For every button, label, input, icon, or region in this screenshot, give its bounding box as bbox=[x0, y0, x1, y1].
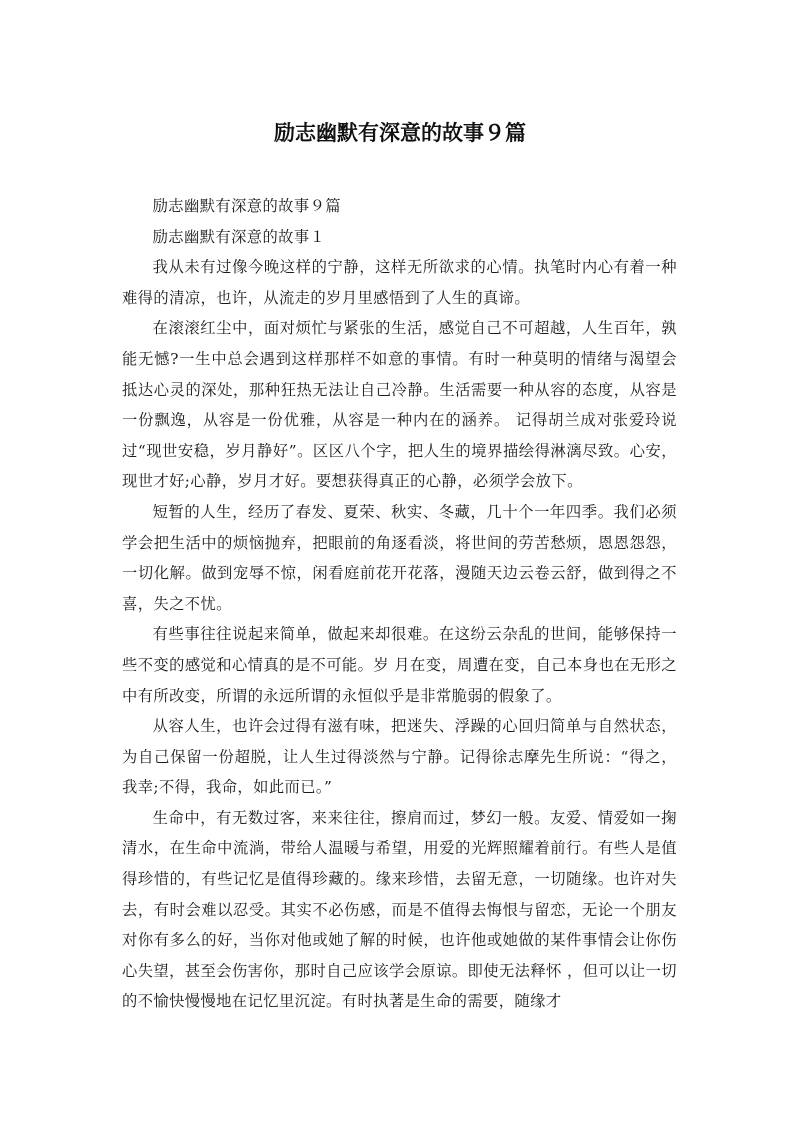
paragraph: 短暂的人生，经历了春发、夏荣、秋实、冬藏，几十个一年四季。我们必须学会把生活中的烦恼抛弃，把眼前的角逐看淡，将世间的劳苦愁烦，恩恩怨怨，一切化解。做到宠辱不惊，闲看庭前花开花落，漫随天边云卷云舒，做到得之不喜，失之不忧。 bbox=[122, 502, 677, 613]
story-heading: 励志幽默有深意的故事１ bbox=[152, 227, 326, 246]
document-title: 励志幽默有深意的故事９篇 bbox=[274, 121, 526, 145]
document-body bbox=[122, 191, 677, 1017]
paragraph: 从容人生，也许会过得有滋有味，把迷失、浮躁的心回归简单与自然状态，为自己保留一份超脱，让人生过得淡然与宁静。记得徐志摩先生所说：“得之，我幸;不得，我命，如此而已。” bbox=[122, 717, 677, 797]
paragraph: 生命中，有无数过客，来来往往，擦肩而过，梦幻一般。友爱、情爱如一掬清水，在生命中流淌，带给人温暖与希望，用爱的光辉照耀着前行。有些人是值得珍惜的，有些记忆是值得珍藏的。缘来珍惜，去留无意，一切随缘。也许对失去，有时会难以忍受。其实不必伤感，而是不值得去悔恨与留恋，无论一个朋友对你有多么的好，当你对他或她了解的时候，也许他或她做的某件事情会让你伤心失望，甚至会伤害你，那时自己应该学会原谅。即使无法释怀 ，但可以让一切的不愉快慢慢地在记忆里沉淀。有时执著是生命的需要，随缘才 bbox=[122, 808, 677, 1011]
document-subtitle: 励志幽默有深意的故事９篇 bbox=[152, 197, 341, 215]
paragraph: 我从未有过像今晚这样的宁静，这样无所欲求的心情。执笔时内心有着一种难得的清凉，也许，从流走的岁月里感悟到了人生的真谛。 bbox=[122, 258, 677, 307]
paragraph: 在滚滚红尘中，面对烦忙与紧张的生活，感觉自己不可超越，人生百年，孰能无憾?一生中总会遇到这样那样不如意的事情。有时一种莫明的情绪与渴望会抵达心灵的深处，那种狂热无法让自己冷静。生活需要一种从容的态度，从容是一份飘逸，从容是一份优雅，从容是一种内在的涵养。 记得胡兰成对张爱玲说过“现世安稳，岁月静好”。区区八个字，把人生的境界描绘得淋漓尽致。心安，现世才好;心静，岁月才好。要想获得真正的心静，必须学会放下。 bbox=[122, 319, 677, 491]
paragraph: 有些事往往说起来简单，做起来却很难。在这纷云杂乱的世间，能够保持一些不变的感觉和心情真的是不可能。岁 月在变，周遭在变，自己本身也在无形之中有所改变，所谓的永远所谓的永恒似乎是非常脆弱的假象了。 bbox=[122, 625, 677, 705]
